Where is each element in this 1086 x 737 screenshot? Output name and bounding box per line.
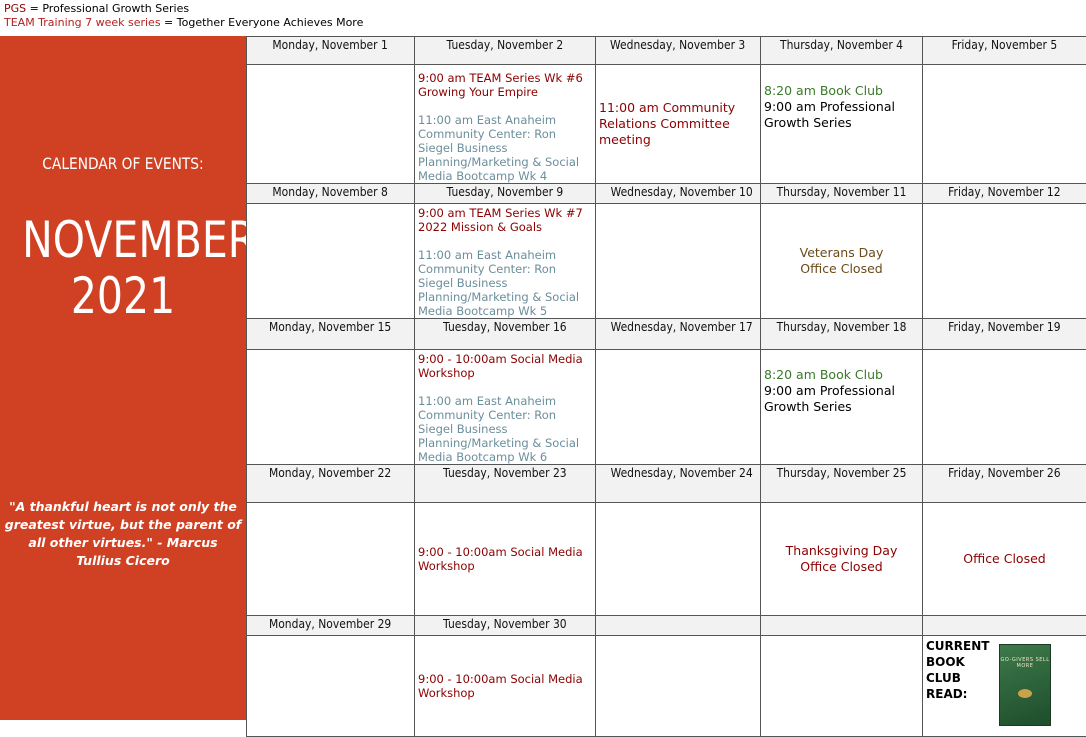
event: 11:00 am East Anaheim Community Center: Ron Siegel Business Planning/Marketing & Social Media Bootcamp Wk 5: [418, 248, 592, 318]
book-cover-image: [999, 644, 1051, 726]
day-header: Friday, November 12: [923, 184, 1086, 204]
day-cell: [596, 636, 761, 737]
quote: "A thankful heart is not only the greatest virtue, but the parent of all other virtues." - Marcus Tullius Cicero: [4, 498, 242, 570]
event: 9:00 am Professional Growth Series: [764, 99, 919, 131]
day-header: Wednesday, November 3: [596, 37, 761, 65]
calendar-label: CALENDAR OF EVENTS:: [17, 154, 229, 173]
event: 9:00 am TEAM Series Wk #6 Growing Your Empire: [418, 71, 592, 99]
day-cell: [247, 636, 415, 737]
event: 8:20 am Book Club: [764, 83, 919, 99]
day-cell: [761, 65, 923, 184]
week-body-row: [247, 636, 1086, 737]
day-cell: [761, 636, 923, 737]
week-body-row: [247, 204, 1086, 319]
legend-pgs: PGS = Professional Growth Series: [4, 2, 363, 16]
day-cell: [596, 350, 761, 465]
month-title: NOVEMBER: [22, 212, 224, 268]
day-header: Thursday, November 18: [761, 319, 923, 350]
week-header-row: [247, 184, 1086, 204]
event: 9:00 - 10:00am Social Media Workshop: [418, 545, 592, 573]
book-club-cell: [923, 636, 1086, 737]
event: Office Closed: [764, 261, 919, 277]
week-body-row: [247, 503, 1086, 616]
day-cell: [923, 65, 1086, 184]
day-header: Thursday, November 11: [761, 184, 923, 204]
event: Veterans Day: [764, 245, 919, 261]
day-header: [596, 616, 761, 636]
day-cell: [596, 65, 761, 184]
day-cell: [761, 503, 923, 616]
week-header-row: [247, 616, 1086, 636]
event: 11:00 am East Anaheim Community Center: Ron Siegel Business Planning/Marketing & Social Media Bootcamp Wk 4: [418, 113, 592, 183]
event: 9:00 am Professional Growth Series: [764, 383, 919, 415]
day-header: Friday, November 5: [923, 37, 1086, 65]
day-header: Wednesday, November 17: [596, 319, 761, 350]
day-cell: [596, 204, 761, 319]
week-body-row: [247, 65, 1086, 184]
day-cell: [415, 350, 596, 465]
day-header: Thursday, November 4: [761, 37, 923, 65]
book-cover-title: GO-GIVERS SELL MORE: [1000, 657, 1050, 669]
event: 9:00 - 10:00am Social Media Workshop: [418, 352, 592, 380]
day-cell: [247, 503, 415, 616]
week-header-row: [247, 465, 1086, 503]
day-header: Tuesday, November 9: [415, 184, 596, 204]
week-body-row: [247, 350, 1086, 465]
day-cell: [761, 350, 923, 465]
day-cell: [923, 204, 1086, 319]
legend: [4, 2, 363, 29]
day-header: Wednesday, November 24: [596, 465, 761, 503]
day-header: Friday, November 26: [923, 465, 1086, 503]
sidebar: [0, 36, 246, 720]
day-header: Monday, November 1: [247, 37, 415, 65]
event: Thanksgiving Day: [764, 543, 919, 559]
week-header-row: [247, 319, 1086, 350]
day-header: [761, 616, 923, 636]
day-cell: [596, 503, 761, 616]
day-header: Monday, November 29: [247, 616, 415, 636]
day-header: Wednesday, November 10: [596, 184, 761, 204]
day-cell: [923, 503, 1086, 616]
event: Office Closed: [926, 551, 1083, 567]
day-cell: [415, 65, 596, 184]
event: Office Closed: [764, 559, 919, 575]
week-header-row: [247, 37, 1086, 65]
event: 9:00 - 10:00am Social Media Workshop: [418, 672, 592, 700]
year-title: 2021: [22, 268, 224, 324]
day-cell: [415, 503, 596, 616]
day-header: Tuesday, November 23: [415, 465, 596, 503]
day-header: Monday, November 15: [247, 319, 415, 350]
day-cell: [415, 204, 596, 319]
event: 9:00 am TEAM Series Wk #7 2022 Mission & Goals: [418, 206, 592, 234]
day-header: [923, 616, 1086, 636]
event: 8:20 am Book Club: [764, 367, 919, 383]
day-cell: [415, 636, 596, 737]
day-cell: [247, 204, 415, 319]
legend-team: TEAM Training 7 week series = Together Everyone Achieves More: [4, 16, 363, 30]
day-header: Monday, November 8: [247, 184, 415, 204]
day-header: Tuesday, November 2: [415, 37, 596, 65]
day-header: Monday, November 22: [247, 465, 415, 503]
day-cell: [247, 350, 415, 465]
day-header: Friday, November 19: [923, 319, 1086, 350]
calendar-grid: [246, 36, 1086, 737]
day-header: Tuesday, November 30: [415, 616, 596, 636]
month-year-title: [22, 212, 224, 324]
event: 11:00 am East Anaheim Community Center: Ron Siegel Business Planning/Marketing & Social Media Bootcamp Wk 6: [418, 394, 592, 464]
book-club-label: CURRENT BOOK CLUB READ:: [926, 638, 992, 702]
event: 11:00 am Community Relations Committee meeting: [599, 100, 757, 148]
book-cover-emblem: [1018, 689, 1032, 698]
day-cell: [247, 65, 415, 184]
day-cell: [923, 350, 1086, 465]
day-header: Tuesday, November 16: [415, 319, 596, 350]
day-cell: [761, 204, 923, 319]
day-header: Thursday, November 25: [761, 465, 923, 503]
